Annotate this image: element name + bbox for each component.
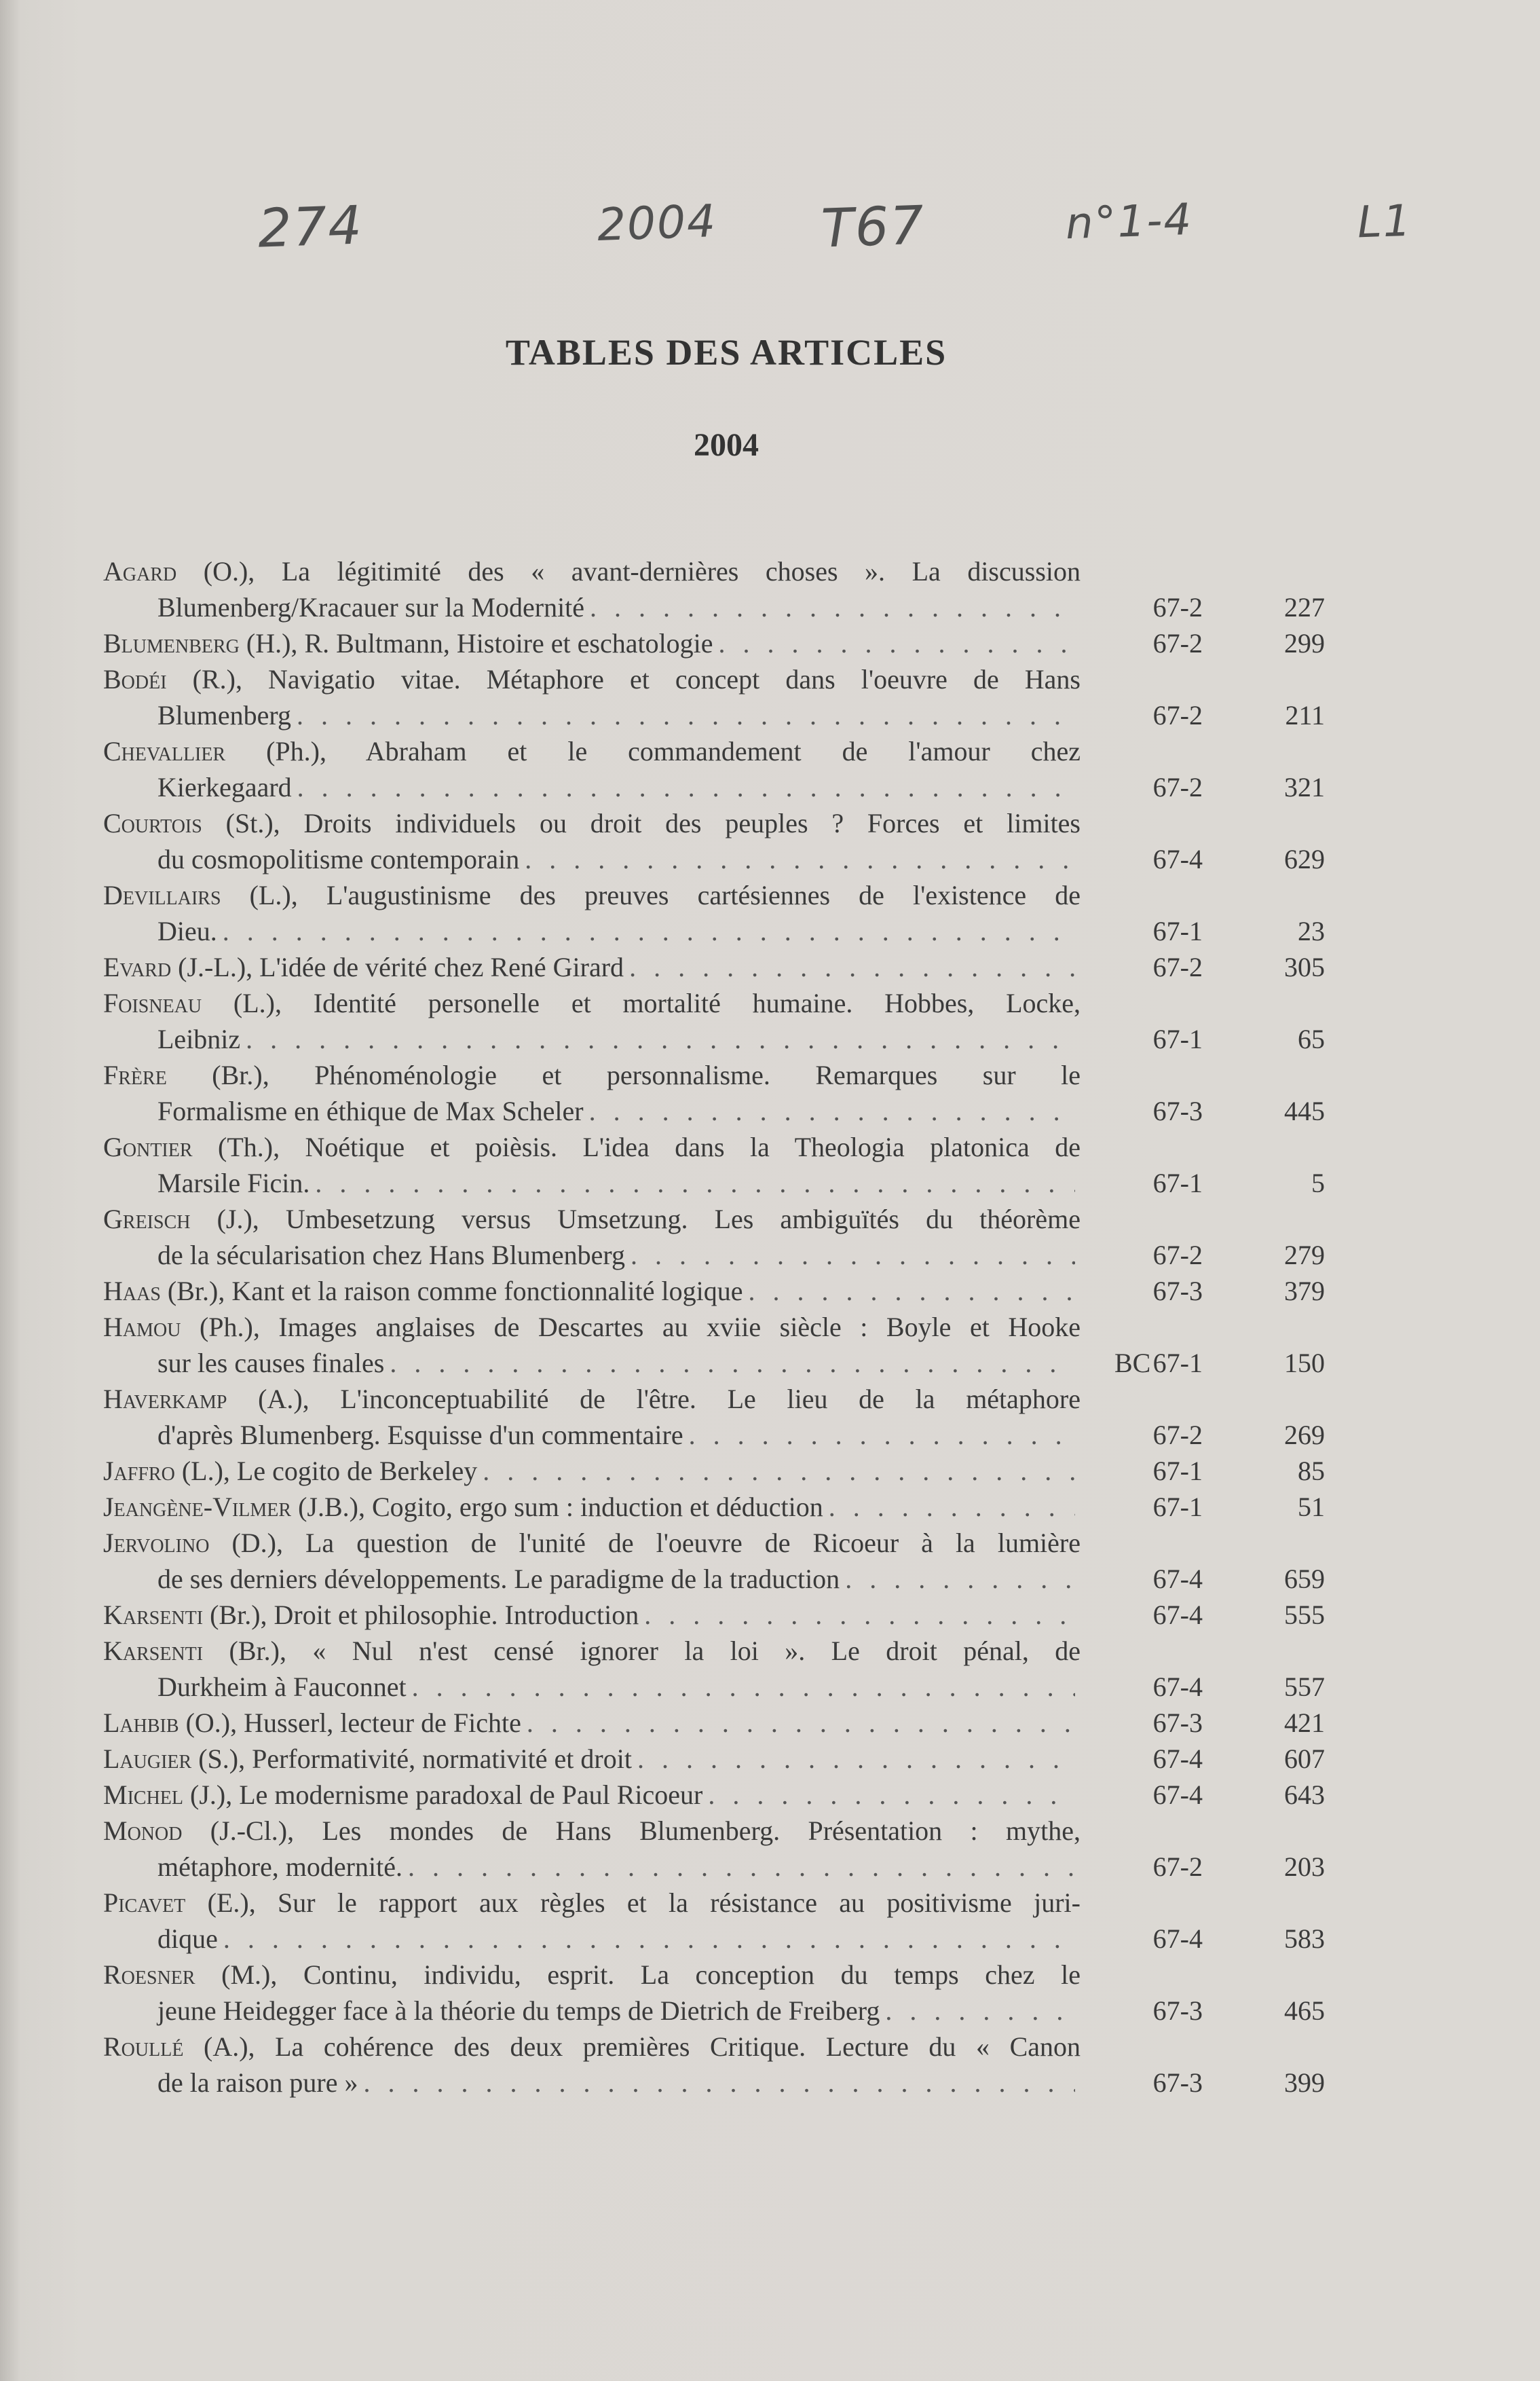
article-title-text: Le modernisme paradoxal de Paul Ricoeur — [239, 1779, 703, 1810]
volume-number: 67-2 — [1152, 700, 1203, 731]
volume-number: 67-3 — [1152, 1276, 1203, 1306]
article-line — [103, 769, 1081, 805]
leader-dots — [829, 1489, 1075, 1525]
page-number: 445 — [1284, 1096, 1325, 1126]
volume-number: 67-1 — [1152, 916, 1203, 946]
article-entry — [103, 1885, 1325, 1957]
article-entry — [103, 1525, 1325, 1597]
article-line — [103, 1993, 1081, 2029]
article-title-text: métaphore, modernité. — [157, 1851, 402, 1882]
author-name: Laugier — [103, 1743, 192, 1774]
article-title-text: Blumenberg/Kracauer sur la Modernité — [157, 592, 585, 623]
article-line — [103, 1957, 1081, 1993]
author-initials: (Br.), — [203, 1636, 313, 1666]
bc-mark: BC — [1114, 1348, 1151, 1378]
page-number: 85 — [1298, 1456, 1325, 1486]
article-title-text: sur les causes finales — [157, 1348, 385, 1378]
article-entry — [103, 1453, 1325, 1489]
leader-dots — [297, 697, 1075, 733]
article-line — [103, 877, 1081, 913]
page-number: 421 — [1284, 1708, 1325, 1738]
author-initials: (L.), — [221, 880, 326, 910]
volume-number: 67-3 — [1152, 1096, 1203, 1126]
article-title-text: Performativité, normativité et droit — [252, 1743, 632, 1774]
page-year: 2004 — [694, 427, 759, 463]
article-title-text: Umbesetzung versus Umsetzung. Les ambiguïtés du théorème — [285, 1204, 1081, 1234]
author-name: Blumenberg — [103, 628, 240, 659]
author-initials: (J.), — [183, 1779, 240, 1810]
article-title-text: Dieu. — [157, 916, 217, 946]
volume-number: 67-1 — [1152, 1492, 1203, 1522]
page-number: 607 — [1284, 1743, 1325, 1774]
article-title-text: Le cogito de Berkeley — [236, 1456, 478, 1486]
author-initials: (D.), — [209, 1528, 305, 1558]
leader-dots — [525, 841, 1075, 877]
article-entry — [103, 1633, 1325, 1705]
article-title-text: Phénoménologie et personnalisme. Remarques sur le — [314, 1060, 1081, 1090]
author-initials: (Br.), — [203, 1600, 274, 1630]
article-line — [103, 1669, 1081, 1705]
handwritten-note-4: n°1-4 — [1064, 194, 1194, 250]
author-initials: (L.), — [174, 1456, 237, 1486]
article-title-text: La question de l'unité de l'oeuvre de Ricoeur à la lumière — [305, 1528, 1081, 1558]
article-title-text: du cosmopolitisme contemporain — [157, 844, 520, 874]
article-title-text: Blumenberg — [157, 700, 292, 731]
article-entry — [103, 1381, 1325, 1453]
page-number: 629 — [1284, 844, 1325, 874]
author-name: Roullé — [103, 2031, 184, 2062]
article-line — [103, 1129, 1081, 1165]
author-initials: (O.), — [176, 556, 282, 587]
article-entry — [103, 625, 1325, 661]
article-title-text: Identité personelle et mortalité humaine. Hobbes, Locke, — [313, 988, 1081, 1018]
article-title-text: L'inconceptuabilité de l'être. Le lieu de la métaphore — [340, 1384, 1081, 1414]
author-name: Haverkamp — [103, 1384, 227, 1414]
article-title-text: Leibniz — [157, 1024, 241, 1054]
author-initials: (M.), — [195, 1959, 303, 1990]
volume-number: 67-4 — [1152, 844, 1203, 874]
page-number: 399 — [1284, 2067, 1325, 2098]
article-entry — [103, 1597, 1325, 1633]
author-initials: (Th.), — [192, 1132, 305, 1162]
article-title-text: Noétique et poièsis. L'idea dans la Theologia platonica de — [305, 1132, 1081, 1162]
author-name: Michel — [103, 1779, 183, 1810]
author-initials: (O.), — [179, 1708, 244, 1738]
article-line — [103, 1885, 1081, 1921]
article-entry — [103, 1957, 1325, 2029]
author-name: Karsenti — [103, 1636, 204, 1666]
author-initials: (Ph.), — [225, 736, 366, 767]
author-name: Monod — [103, 1815, 183, 1846]
author-name: Jervolino — [103, 1528, 210, 1558]
leader-dots — [483, 1453, 1075, 1489]
volume-number: 67-4 — [1152, 1923, 1203, 1954]
article-line — [103, 1381, 1081, 1417]
leader-dots — [708, 1777, 1075, 1813]
article-title-text: Droit et philosophie. Introduction — [274, 1600, 639, 1630]
page-number: 583 — [1284, 1923, 1325, 1954]
author-initials: (L.), — [202, 988, 314, 1018]
page-number: 203 — [1284, 1851, 1325, 1882]
article-title-text: Droits individuels ou droit des peuples ? Forces et limites — [303, 808, 1081, 838]
author-initials: (A.), — [227, 1384, 341, 1414]
author-initials: (Br.), — [166, 1060, 315, 1090]
author-initials: (Ph.), — [181, 1312, 279, 1342]
leader-dots — [845, 1561, 1075, 1597]
page-number: 211 — [1285, 700, 1325, 731]
article-line — [103, 1093, 1081, 1129]
article-title-text: Navigatio vitae. Métaphore et concept dans l'oeuvre de Hans — [268, 664, 1081, 695]
article-title-text: d'après Blumenberg. Esquisse d'un commentaire — [157, 1420, 683, 1450]
article-line — [103, 2065, 1081, 2101]
article-line — [103, 1057, 1081, 1093]
page-number: 227 — [1284, 592, 1325, 623]
leader-dots — [589, 1093, 1075, 1129]
page-number: 557 — [1284, 1672, 1325, 1702]
article-title-text: Continu, individu, esprit. La conception du temps chez le — [303, 1959, 1081, 1990]
volume-number: 67-3 — [1152, 1995, 1203, 2026]
volume-number: 67-2 — [1152, 952, 1203, 982]
volume-number: 67-2 — [1152, 1420, 1203, 1450]
page-number: 321 — [1284, 772, 1325, 802]
author-initials: (J.-Cl.), — [182, 1815, 322, 1846]
page-number: 555 — [1284, 1600, 1325, 1630]
volume-number: 67-2 — [1152, 628, 1203, 659]
page-number: 379 — [1284, 1276, 1325, 1306]
leader-dots — [719, 625, 1075, 661]
article-line — [103, 1309, 1081, 1345]
article-title-text: de ses derniers développements. Le paradigme de la traduction — [157, 1564, 840, 1594]
article-entry — [103, 1057, 1325, 1129]
leader-dots — [363, 2065, 1075, 2101]
author-name: Jeangène-Vilmer — [103, 1492, 292, 1522]
article-list — [103, 553, 1325, 2101]
article-line — [103, 1273, 1081, 1309]
leader-dots — [748, 1273, 1075, 1309]
volume-number: 67-4 — [1152, 1779, 1203, 1810]
article-entry — [103, 661, 1325, 733]
author-name: Courtois — [103, 808, 202, 838]
author-name: Bodéi — [103, 664, 167, 695]
author-initials: (Br.), — [160, 1276, 232, 1306]
article-line — [103, 1201, 1081, 1237]
handwritten-note-3: T67 — [820, 195, 926, 260]
leader-dots — [629, 949, 1075, 985]
article-entry — [103, 2029, 1325, 2101]
article-line — [103, 553, 1081, 589]
author-name: Devillairs — [103, 880, 221, 910]
leader-dots — [644, 1597, 1075, 1633]
volume-number: 67-2 — [1152, 1240, 1203, 1270]
article-line — [103, 1237, 1081, 1273]
leader-dots — [390, 1345, 1075, 1381]
article-title-text: La légitimité des « avant-dernières choses ». La discussion — [281, 556, 1081, 587]
page-number: 269 — [1284, 1420, 1325, 1450]
article-title-text: Les mondes de Hans Blumenberg. Présentation : mythe, — [322, 1815, 1081, 1846]
article-line — [103, 1417, 1081, 1453]
author-name: Haas — [103, 1276, 161, 1306]
article-title-text: La cohérence des deux premières Critique. Lecture du « Canon — [275, 2031, 1081, 2062]
page-number: 465 — [1284, 1995, 1325, 2026]
volume-number: 67-4 — [1152, 1743, 1203, 1774]
article-line — [103, 589, 1081, 625]
article-line — [103, 1741, 1081, 1777]
article-title-text: L'idée de vérité chez René Girard — [259, 952, 624, 982]
handwritten-note-2: 2004 — [596, 194, 718, 252]
page-number: 659 — [1284, 1564, 1325, 1594]
article-entry — [103, 1813, 1325, 1885]
article-entry — [103, 1777, 1325, 1813]
article-title-text: Marsile Ficin. — [157, 1168, 310, 1198]
handwritten-note-1: 274 — [257, 195, 364, 260]
leader-dots — [246, 1021, 1075, 1057]
article-line — [103, 805, 1081, 841]
author-initials: (J.), — [190, 1204, 286, 1234]
article-title-text: de la sécularisation chez Hans Blumenberg — [157, 1240, 626, 1270]
author-initials: (E.), — [185, 1887, 278, 1918]
leader-dots — [297, 769, 1075, 805]
article-entry — [103, 733, 1325, 805]
leader-dots — [527, 1705, 1075, 1741]
article-title-text: Abraham et le commandement de l'amour chez — [365, 736, 1081, 767]
article-entry — [103, 1129, 1325, 1201]
author-name: Roesner — [103, 1959, 195, 1990]
page-number: 51 — [1298, 1492, 1325, 1522]
leader-dots — [412, 1669, 1075, 1705]
page-number: 5 — [1311, 1168, 1325, 1198]
article-title-text: R. Bultmann, Histoire et eschatologie — [304, 628, 713, 659]
volume-number: 67-1 — [1152, 1168, 1203, 1198]
article-line — [103, 1921, 1081, 1957]
volume-number: 67-2 — [1152, 772, 1203, 802]
leader-dots — [223, 1921, 1075, 1957]
volume-number: 67-3 — [1152, 1708, 1203, 1738]
article-entry — [103, 1201, 1325, 1273]
article-title-text: L'augustinisme des preuves cartésiennes de l'existence de — [326, 880, 1081, 910]
author-name: Agard — [103, 556, 177, 587]
article-title-text: Formalisme en éthique de Max Scheler — [157, 1096, 584, 1126]
author-name: Jaffro — [103, 1456, 175, 1486]
article-title-text: Husserl, lecteur de Fichte — [244, 1708, 521, 1738]
article-line — [103, 1705, 1081, 1741]
article-entry — [103, 1309, 1325, 1381]
author-name: Hamou — [103, 1312, 181, 1342]
article-title-text: de la raison pure » — [157, 2067, 358, 2098]
article-line — [103, 913, 1081, 949]
volume-number: 67-4 — [1152, 1672, 1203, 1702]
author-name: Greisch — [103, 1204, 191, 1234]
volume-number: 67-1 — [1152, 1456, 1203, 1486]
article-line — [103, 1849, 1081, 1885]
article-line — [103, 1561, 1081, 1597]
leader-dots — [637, 1741, 1075, 1777]
page-title: TABLES DES ARTICLES — [505, 332, 947, 373]
author-name: Chevallier — [103, 736, 226, 767]
article-title-text: « Nul n'est censé ignorer la loi ». Le droit pénal, de — [312, 1636, 1081, 1666]
handwritten-note-5: L1 — [1356, 196, 1413, 248]
article-line — [103, 625, 1081, 661]
author-name: Evard — [103, 952, 172, 982]
leader-dots — [223, 913, 1075, 949]
volume-number: 67-3 — [1152, 2067, 1203, 2098]
author-name: Frère — [103, 1060, 167, 1090]
volume-number: 67-2 — [1152, 1851, 1203, 1882]
author-initials: (J.B.), — [291, 1492, 372, 1522]
author-initials: (R.), — [166, 664, 269, 695]
leader-dots — [590, 589, 1075, 625]
article-entry — [103, 985, 1325, 1057]
author-name: Foisneau — [103, 988, 202, 1018]
article-title-text: Kierkegaard — [157, 772, 292, 802]
author-initials: (A.), — [183, 2031, 276, 2062]
author-initials: (J.-L.), — [171, 952, 260, 982]
author-name: Gontier — [103, 1132, 193, 1162]
article-line — [103, 1777, 1081, 1813]
author-name: Lahbib — [103, 1708, 179, 1738]
article-line — [103, 661, 1081, 697]
article-title-text: dique — [157, 1923, 218, 1954]
article-entry — [103, 1741, 1325, 1777]
author-initials: (H.), — [239, 628, 305, 659]
article-line — [103, 949, 1081, 985]
leader-dots — [631, 1237, 1075, 1273]
author-initials: (St.), — [202, 808, 304, 838]
article-line — [103, 2029, 1081, 2065]
leader-dots — [408, 1849, 1075, 1885]
article-title-text: Cogito, ergo sum : induction et déduction — [371, 1492, 823, 1522]
article-line — [103, 1489, 1081, 1525]
author-initials: (S.), — [191, 1743, 252, 1774]
article-line — [103, 697, 1081, 733]
page-number: 305 — [1284, 952, 1325, 982]
article-entry — [103, 805, 1325, 877]
article-title-text: Durkheim à Fauconnet — [157, 1672, 407, 1702]
volume-number: 67-4 — [1152, 1564, 1203, 1594]
article-line — [103, 1525, 1081, 1561]
article-line — [103, 985, 1081, 1021]
article-entry — [103, 877, 1325, 949]
article-title-text: Kant et la raison comme fonctionnalité logique — [231, 1276, 743, 1306]
page-number: 279 — [1284, 1240, 1325, 1270]
article-entry — [103, 1273, 1325, 1309]
author-name: Picavet — [103, 1887, 186, 1918]
volume-number: 67-1 — [1152, 1348, 1203, 1378]
article-title-text: Sur le rapport aux règles et la résistance au positivisme juri- — [278, 1887, 1081, 1918]
article-line — [103, 1021, 1081, 1057]
article-line — [103, 1633, 1081, 1669]
leader-dots — [885, 1993, 1075, 2029]
leader-dots — [315, 1165, 1075, 1201]
page-number: 23 — [1298, 916, 1325, 946]
article-line — [103, 1345, 1081, 1381]
leader-dots — [689, 1417, 1075, 1453]
article-line — [103, 1597, 1081, 1633]
article-title-text: jeune Heidegger face à la théorie du temps de Dietrich de Freiberg — [157, 1995, 880, 2026]
page-number: 150 — [1284, 1348, 1325, 1378]
volume-number: 67-1 — [1152, 1024, 1203, 1054]
volume-number: 67-2 — [1152, 592, 1203, 623]
article-line — [103, 733, 1081, 769]
article-entry — [103, 1705, 1325, 1741]
article-entry — [103, 949, 1325, 985]
page-number: 65 — [1298, 1024, 1325, 1054]
article-line — [103, 841, 1081, 877]
page-number: 643 — [1284, 1779, 1325, 1810]
article-line — [103, 1813, 1081, 1849]
article-line — [103, 1165, 1081, 1201]
volume-number: 67-4 — [1152, 1600, 1203, 1630]
page-number: 299 — [1284, 628, 1325, 659]
author-name: Karsenti — [103, 1600, 204, 1630]
article-entry — [103, 1489, 1325, 1525]
article-line — [103, 1453, 1081, 1489]
article-entry — [103, 553, 1325, 625]
article-title-text: Images anglaises de Descartes au xviie siècle : Boyle et Hooke — [278, 1312, 1081, 1342]
